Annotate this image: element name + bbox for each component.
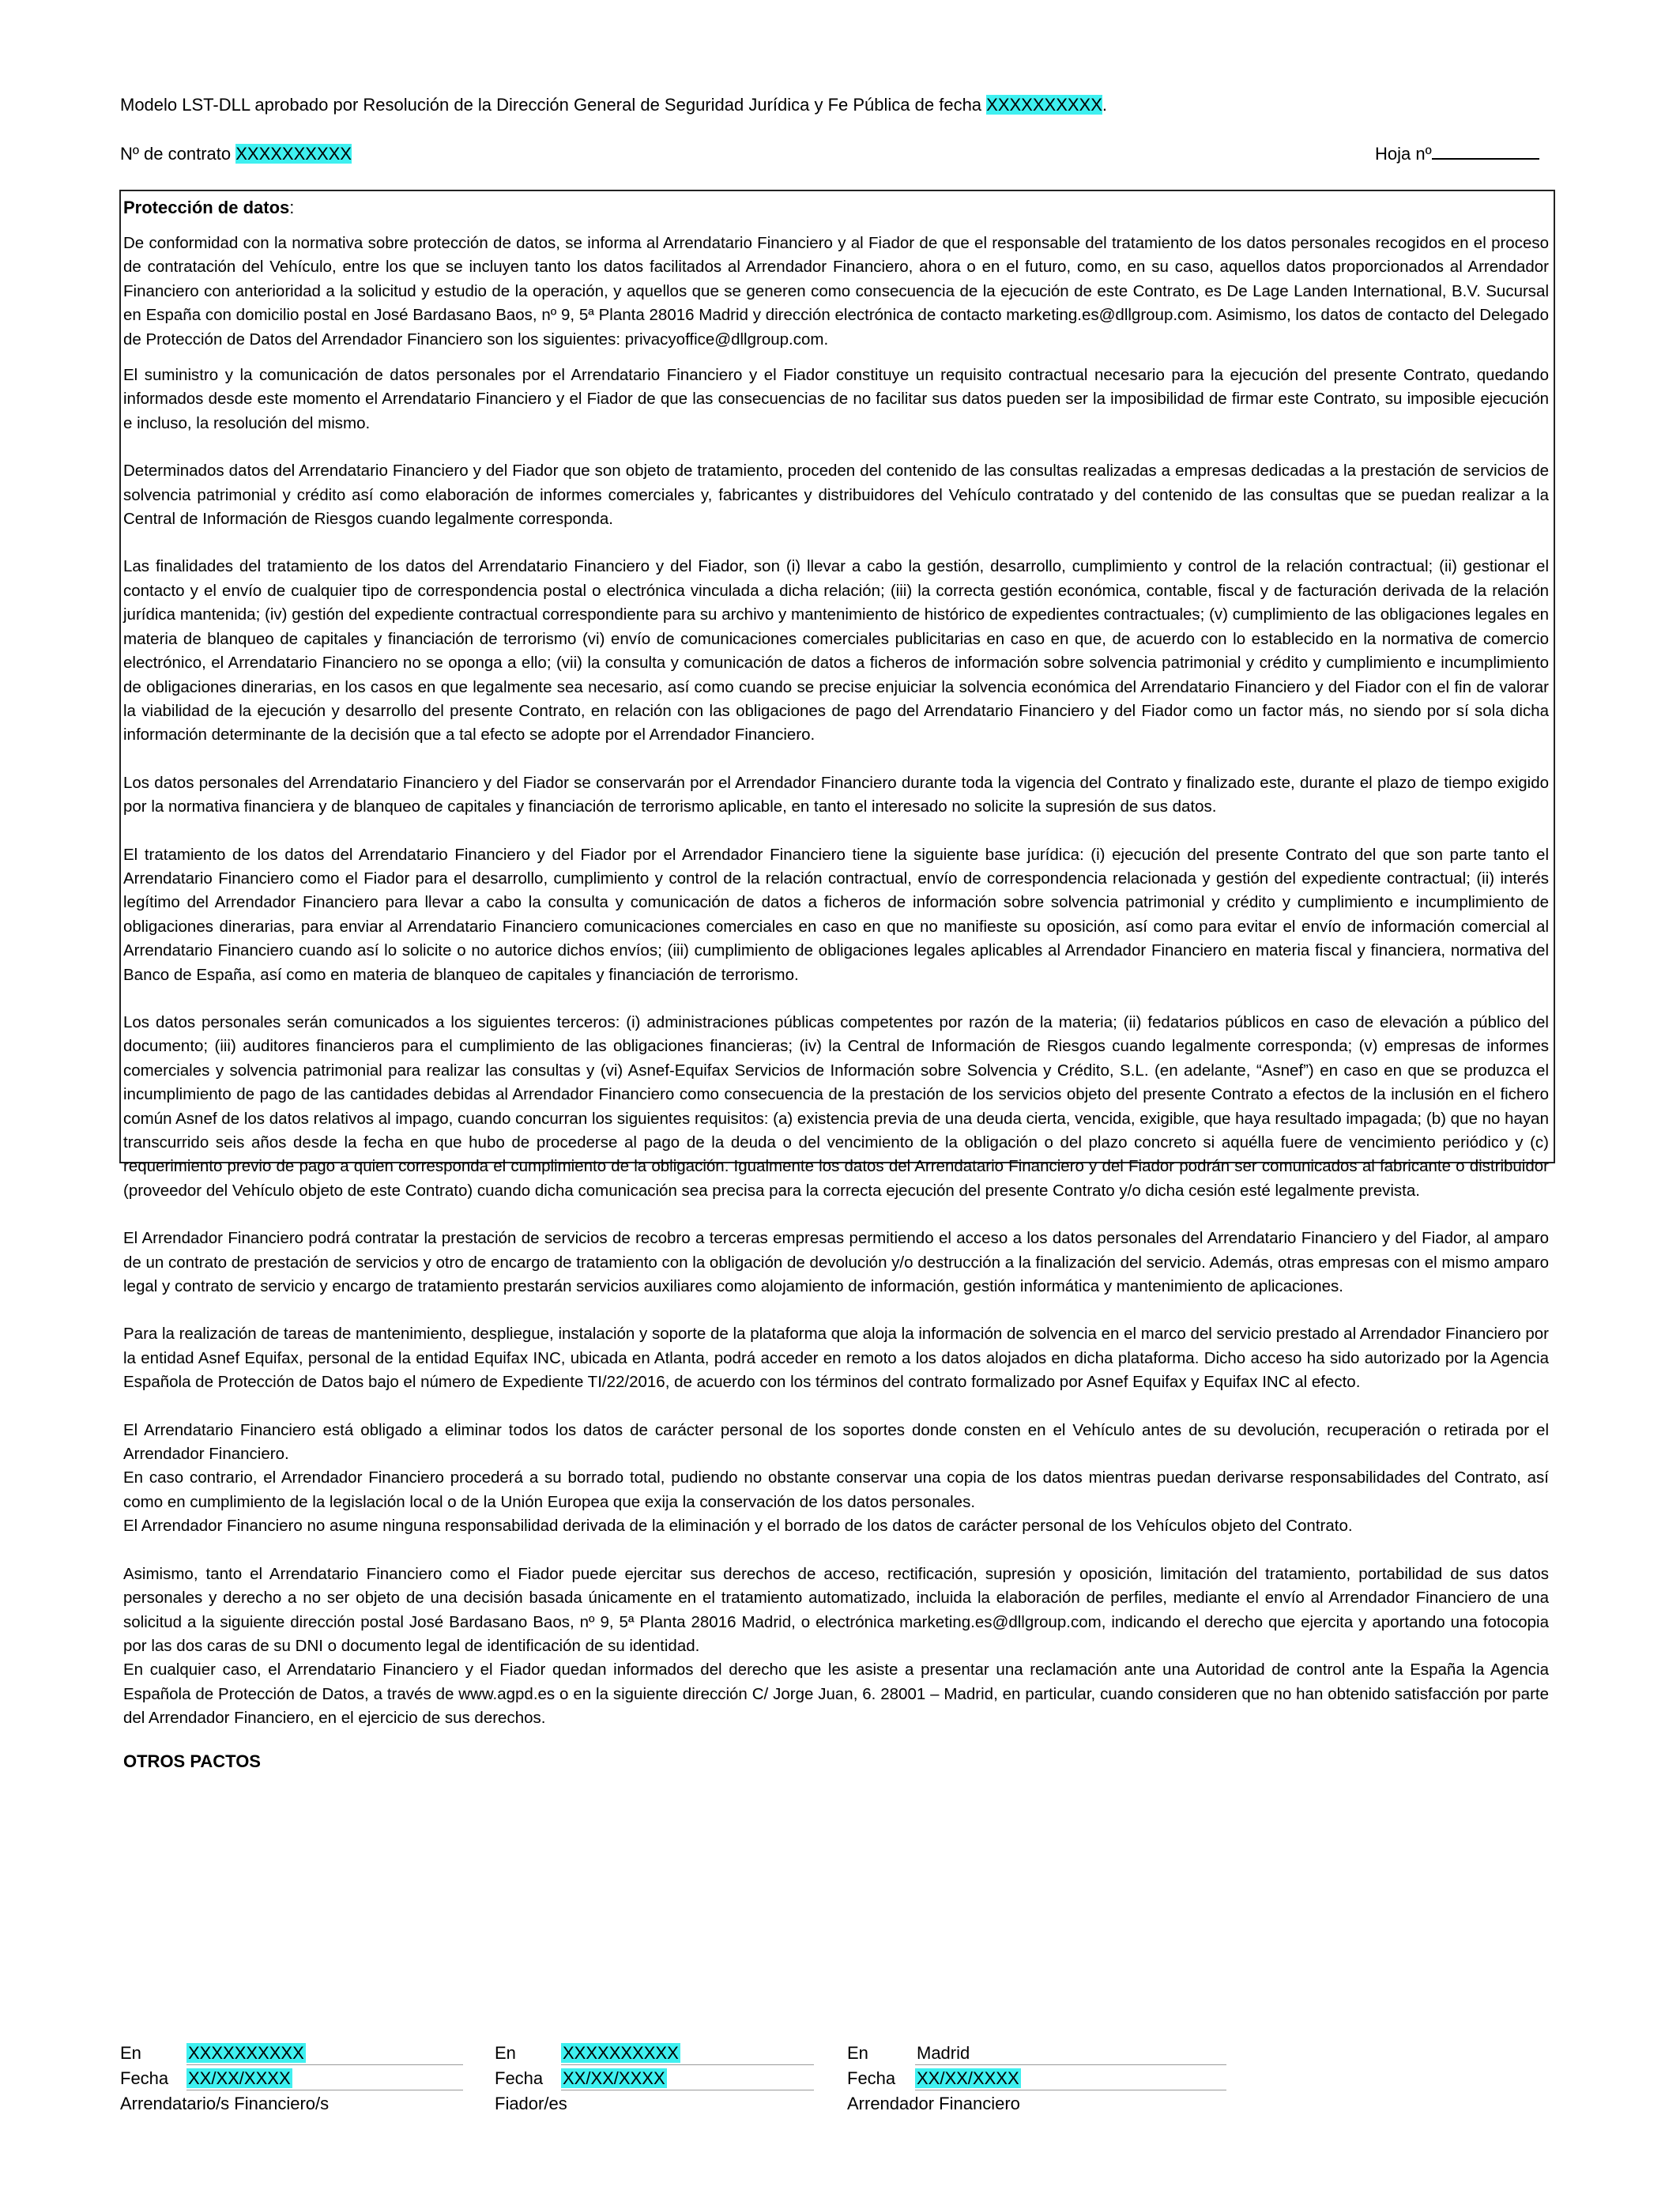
signature-block-guarantor — [495, 2041, 679, 2117]
contract-number-placeholder[interactable]: XXXXXXXXXX — [235, 144, 352, 164]
paragraph-recipients: Los datos personales serán comunicados a los siguientes terceros: (i) administraciones públicas competentes por razón de la materia; (ii) fedatarios públicos en caso de elevación a público del documento; (iii) auditores financieros para el cumplimiento de las obligaciones financieras; (iv) la Central de Información de Riesgos cuando legalmente corresponda; (v) empresas de informes comerciales y solvencia patrimonial para realizar las consultas y (vi) Asnef-Equifax Servicios de Información sobre Solvencia y Crédito, S.L. (en adelante, “Asnef”) en caso en que se produzca el incumplimiento de pago de las cantidades debidas al Arrendador Financiero como consecuencia de la prestación de los servicios objeto del presente Contrato a efectos de la inclusión en el fichero común Asnef de los datos relativos al impago, cuando concurran los siguientes requisitos: (a) existencia previa de una deuda cierta, vencida, exigible, que haya resultado impagada; (b) que no hayan transcurrido seis años desde la fecha en que hubo de procederse al pago de la deuda o del vencimiento de la obligación o del plazo concreto si aquélla fuere de vencimiento periódico y (c) requerimiento previo de pago a quien corresponda el cumplimiento de la obligación. Igualmente los datos del Arrendatario Financiero y del Fiador podrán ser comunicados al fabricante o distribuidor (proveedor del Vehículo objeto de este Contrato) cuando dicha comunicación sea precisa para la correcta ejecución del presente Contrato y/o dicha cesión esté legalmente prevista. — [123, 1012, 1549, 1200]
place-label: En — [120, 2043, 141, 2063]
signer-role: Arrendatario/s Financiero/s — [120, 2094, 330, 2113]
place-field[interactable]: XXXXXXXXXX — [186, 2041, 463, 2065]
date-label: Fecha — [495, 2068, 544, 2088]
place-label: En — [495, 2043, 516, 2063]
data-protection-section — [119, 190, 1555, 1771]
signature-block-lessee — [120, 2041, 329, 2117]
paragraph-lessor-deletion: En caso contrario, el Arrendador Financiero procederá a su borrado total, pudiendo no obstante conservar una copia de los datos mientras puedan derivarse responsabilidades del Contrato, así como en cumplimiento de la legislación local o de la Unión Europea que exija la conservación de los datos personales. — [123, 1468, 1549, 1511]
date-label: Fecha — [120, 2068, 169, 2088]
date-field[interactable]: XX/XX/XXXX — [186, 2066, 463, 2090]
paragraph-processors: El Arrendador Financiero podrá contratar la prestación de servicios de recobro a terceras empresas permitiendo el acceso a los datos personales del Arrendatario Financiero y del Fiador, al amparo de un contrato de prestación de servicios y otro de encargo de tratamiento con la obligación de devolución y/o destrucción a la finalización del servicio. Además, otras empresas con el mismo amparo legal y contrato de servicio y encargo de tratamiento prestarán servicios auxiliares como alojamiento de información, gestión informática y mantenimiento de aplicaciones. — [123, 1229, 1549, 1296]
date-field[interactable]: XX/XX/XXXX — [915, 2066, 1226, 2090]
paragraph-contractual-requirement: El suministro y la comunicación de datos personales por el Arrendatario Financiero y el Fiador constituye un requisito contractual necesario para la ejecución del presente Contrato, quedando informados desde este momento el Arrendatario Financiero y el Fiador de que las consecuencias de no facilitar sus datos pueden ser la imposibilidad de firmar este Contrato, su imposible ejecución e incluso, la resolución del mismo. — [123, 366, 1549, 432]
paragraph-international-access: Para la realización de tareas de mantenimiento, despliegue, instalación y soporte de la plataforma que aloja la información de solvencia en el marco del servicio prestado al Arrendador Financiero por la entidad Asnef Equifax, personal de la entidad Equifax INC, ubicada en Atlanta, podrá acceder en remoto a los datos alojados en dicha plataforma. Dicho acceso ha sido autorizado por la Agencia Española de Protección de Datos bajo el número de Expediente TI/22/2016, de acuerdo con los términos del contrato formalizado por Asnef Equifax y Equifax INC al efecto. — [123, 1325, 1549, 1392]
paragraph-complaint: En cualquier caso, el Arrendatario Financiero y el Fiador quedan informados del derecho que les asiste a presentar una reclamación ante una Autoridad de control ante la España la Agencia Española de Protección de Datos, a través de www.agpd.es o en la siguiente dirección C/ Jorge Juan, 6. 28001 – Madrid, en particular, cuando consideren que no han obtenido satisfacción por parte del Arrendador Financiero, en el ejercicio de sus derechos. — [123, 1661, 1549, 1728]
paragraph-controller: De conformidad con la normativa sobre protección de datos, se informa al Arrendatario Financiero y al Fiador de que el responsable del tratamiento de los datos personales recogidos en el proceso de contratación del Vehículo, entre los que se incluyen tanto los datos facilitados al Arrendador Financiero, ahora o en el futuro, como, en su caso, aquellos datos proporcionados al Arrendador Financiero con anterioridad a la solicitud y estudio de la operación, y aquellos que se generen como consecuencia de la ejecución de este Contrato, es De Lage Landen International, B.V. Sucursal en España con domicilio postal en José Bardasano Baos, nº 9, 5ª Planta 28016 Madrid y dirección electrónica de contacto marketing.es@dllgroup.com. Asimismo, los datos de contacto del Delegado de Protección de Datos del Arrendador Financiero son los siguientes: privacyoffice@dllgroup.com. — [123, 234, 1549, 349]
paragraph-retention: Los datos personales del Arrendatario Financiero y del Fiador se conservarán por el Arrendador Financiero durante toda la vigencia del Contrato y finalizado este, durante el plazo de tiempo exigido por la normativa financiera y de blanqueo de capitales y financiación de terrorismo aplicable, en tanto el interesado no solicite la supresión de sus datos. — [123, 773, 1549, 816]
contract-number-line — [120, 142, 352, 166]
signer-role: Arrendador Financiero — [847, 2094, 1020, 2113]
data-protection-title: Protección de datos: — [123, 198, 295, 217]
approval-date-placeholder[interactable]: XXXXXXXXXX — [986, 95, 1102, 115]
place-field[interactable]: XXXXXXXXXX — [561, 2041, 814, 2065]
other-pacts-heading: OTROS PACTOS — [123, 1751, 261, 1771]
place-label: En — [847, 2043, 868, 2063]
paragraph-no-liability: El Arrendador Financiero no asume ninguna responsabilidad derivada de la eliminación y el borrado de los datos de carácter personal de los Vehículos objeto del Contrato. — [123, 1517, 1353, 1536]
paragraph-legal-basis: El tratamiento de los datos del Arrendatario Financiero y del Fiador por el Arrendador Financiero tiene la siguiente base jurídica: (i) ejecución del presente Contrato del que son parte tanto el Arrendatario Financiero como el Fiador para el desarrollo, cumplimiento y control de la relación contractual, envío de correspondencia relacionada y gestión del expediente contractual; (ii) interés legítimo del Arrendador Financiero para llevar a cabo la consulta y comunicación de datos a ficheros de información sobre solvencia patrimonial y crédito y cumplimiento e incumplimiento de obligaciones dinerarias, para enviar al Arrendatario Financiero comunicaciones comerciales en caso en que no manifieste su oposición, así como para evitar el envío de información comercial al Arrendatario Financiero cuando así lo solicite o no autorice dichos envíos; (iii) cumplimiento de obligaciones legales aplicables al Arrendador Financiero en materia fiscal y financiera, normativa del Banco de España, así como en materia de blanqueo de capitales y financiación de terrorismo. — [123, 845, 1549, 984]
signer-role: Fiador/es — [495, 2094, 567, 2113]
contract-number-label: Nº de contrato — [120, 144, 236, 164]
signature-block-lessor — [847, 2041, 1020, 2117]
place-field[interactable]: Madrid — [915, 2041, 1226, 2065]
sheet-number-label: Hoja nº — [1375, 144, 1432, 164]
paragraph-vehicle-data-deletion: El Arrendatario Financiero está obligado a eliminar todos los datos de carácter personal de los soportes donde consten en el Vehículo antes de su devolución, recuperación o retirada por el Arrendador Financiero. — [123, 1420, 1549, 1464]
paragraph-purposes: Las finalidades del tratamiento de los datos del Arrendatario Financiero y del Fiador, son (i) llevar a cabo la gestión, desarrollo, cumplimiento y control de la relación contractual; (ii) gestionar el contacto y el envío de cualquier tipo de correspondencia postal o electrónica vinculada a dicha relación; (iii) la correcta gestión económica, contable, fiscal y de facturación derivada de la relación jurídica mantenida; (iv) gestión del expediente contractual correspondiente para su archivo y mantenimiento de histórico de expedientes contractuales; (v) cumplimiento de las obligaciones legales en materia de blanqueo de capitales y financiación de terrorismo (vi) envío de comunicaciones comerciales publicitarias en caso en que, de acuerdo con lo establecido en la normativa de comercio electrónico, el Arrendatario Financiero no se oponga a ello; (vii) la consulta y comunicación de datos a ficheros de información sobre solvencia patrimonial y crédito y cumplimiento e incumplimiento de obligaciones dinerarias, en los casos en que legalmente sea necesario, así como cuando se precise enjuiciar la solvencia económica del Arrendatario Financiero y del Fiador con el fin de valorar la viabilidad de la ejecución y desarrollo del presente Contrato, en relación con las obligaciones de pago del Arrendatario Financiero y del Fiador como un factor más, no siendo por sí sola dicha información determinante de la decisión que a tal efecto se adopte por el Arrendador Financiero. — [123, 557, 1549, 745]
sheet-number-line — [1375, 142, 1539, 166]
paragraph-rights: Asimismo, tanto el Arrendatario Financiero como el Fiador puede ejercitar sus derechos de acceso, rectificación, supresión y oposición, limitación del tratamiento, portabilidad de sus datos personales y derecho a no ser objeto de una decisión basada únicamente en el tratamiento automatizado, incluida la elaboración de perfiles, mediante el envío al Arrendador Financiero de una solicitud a la siguiente dirección postal José Bardasano Baos, nº 9, 5ª Planta 28016 Madrid, o electrónica marketing.es@dllgroup.com, indicando el derecho que ejercita y aportando una fotocopia por las dos caras de su DNI o documento legal de identificación de su identidad. — [123, 1564, 1549, 1655]
date-label: Fecha — [847, 2068, 896, 2088]
date-field[interactable]: XX/XX/XXXX — [561, 2066, 814, 2090]
sheet-number-field[interactable] — [1432, 142, 1539, 160]
approval-model-line: Modelo LST-DLL aprobado por Resolución de la Dirección General de Seguridad Jurídica y Fe Pública de fecha XXXXXXXXXX. — [120, 95, 1108, 115]
paragraph-data-sources: Determinados datos del Arrendatario Financiero y del Fiador que son objeto de tratamiento, proceden del contenido de las consultas realizadas a empresas dedicadas a la prestación de servicios de solvencia patrimonial y crédito así como elaboración de informes comerciales y, fabricantes y distribuidores del Vehículo contratado y del contenido de las consultas que se puedan realizar a la Central de Información de Riesgos cuando legalmente corresponda. — [123, 462, 1549, 529]
approval-model-text: Modelo LST-DLL aprobado por Resolución de la Dirección General de Seguridad Jurídica y Fe Pública de fecha — [120, 95, 987, 115]
